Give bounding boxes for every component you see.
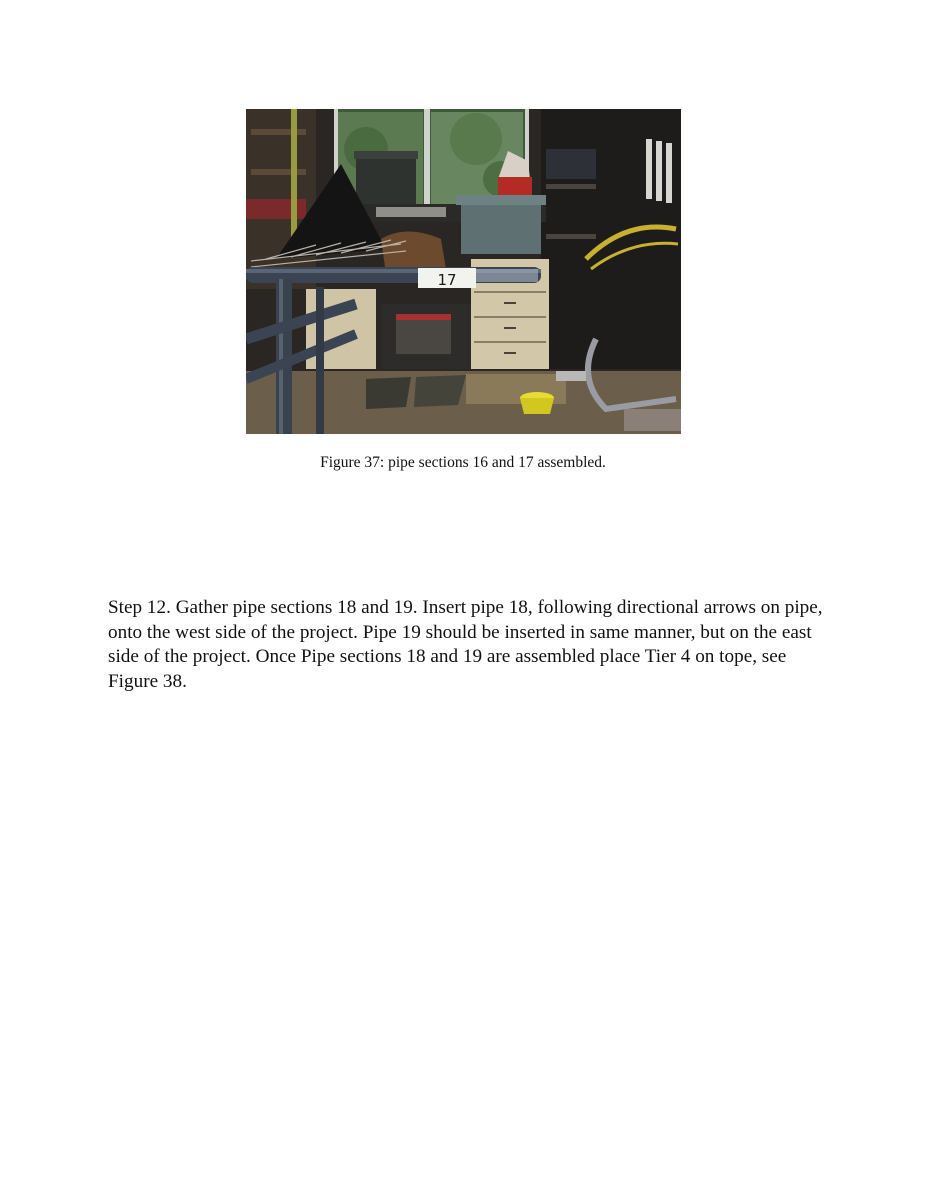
figure-caption: Figure 37: pipe sections 16 and 17 assembled. <box>320 454 606 471</box>
figure-37-photo <box>246 109 681 434</box>
pipe-number-label: 17 <box>437 271 457 289</box>
step-12-paragraph: Step 12. Gather pipe sections 18 and 19. Insert pipe 18, following directional arrows on pipe, onto the west side of the project. Pipe 19 should be inserted in same manner, but on the east side of the project. Once Pipe sections 18 and 19 are assembled place Tier 4 on tope, see Figure 38. <box>108 597 823 692</box>
